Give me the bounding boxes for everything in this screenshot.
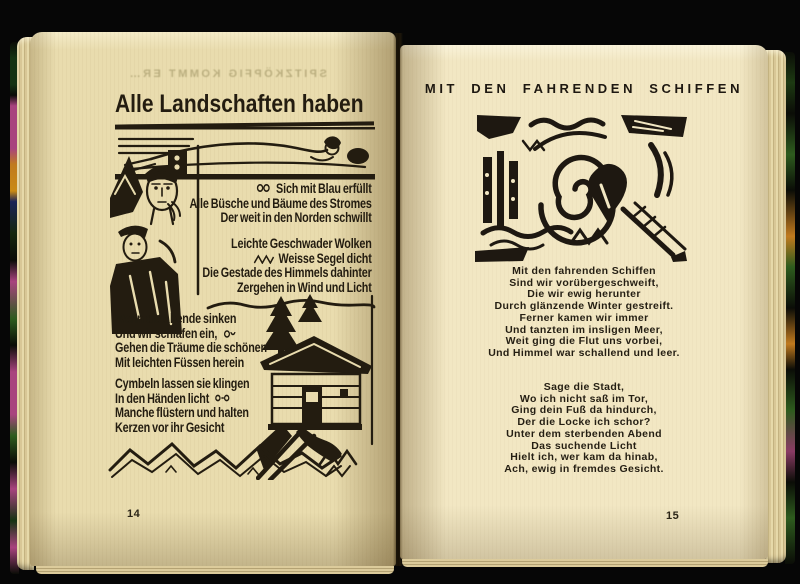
poem-line: Cymbeln lassen sie klingen	[115, 376, 250, 391]
mountain-ridge-woodcut	[108, 436, 343, 482]
poem-block	[115, 377, 250, 435]
stanza-line: Sage die Stadt,	[543, 381, 625, 393]
stanza-line: Die wir ewig herunter	[527, 288, 641, 301]
poem-line: Manche flüstern und halten	[115, 405, 249, 421]
poem-stanza	[400, 382, 768, 476]
poem-line: Mit leichten Füssen herein	[115, 354, 245, 370]
spiral-ornament-icon	[255, 182, 273, 194]
page-stack-bottom-right	[402, 559, 768, 567]
poem-line: Gehen die Träume die schönen	[115, 340, 267, 356]
spiral-ornament-icon	[213, 392, 232, 404]
left-page-title: Alle Landschaften haben	[115, 90, 364, 118]
page-stack-bottom-left	[36, 566, 394, 574]
poem-line	[203, 252, 372, 267]
poem-line	[190, 182, 372, 197]
zigzag-ornament-icon	[254, 254, 275, 264]
right-page-title: MIT DEN FAHRENDEN SCHIFFEN	[424, 81, 744, 96]
expressionist-ship-woodcut	[475, 115, 687, 262]
poem-block	[203, 237, 372, 295]
page-number-right: 15	[666, 510, 680, 522]
poem-stanza	[400, 266, 768, 360]
stanza-line: Unter dem sterbenden Abend	[506, 427, 662, 440]
book-cover-edge-right	[785, 52, 795, 564]
poem-block	[190, 182, 372, 226]
poem-line: Leichte Geschwader Wolken	[231, 236, 372, 251]
poem-line	[115, 392, 250, 407]
poem-line: Wenn die Abende sinken	[115, 311, 237, 326]
stanza-line: Ging dein Fuß da hindurch,	[511, 404, 657, 417]
spiral-ornament-icon	[221, 327, 235, 339]
stanza-line: Ferner kamen wir immer	[519, 311, 649, 324]
show-through-ghost-title: SPITZKÖPFIG KOMMT ER…	[127, 68, 327, 80]
stanza-line: Ach, ewig in fremdes Gesicht.	[504, 462, 664, 475]
left-page	[30, 32, 396, 566]
poem-line: Alle Büsche und Bäume des Stromes	[189, 195, 372, 211]
poem-line	[115, 327, 267, 342]
poem-line-text: Und wir schlafen ein,	[115, 325, 218, 341]
stanza-line: Und tanzten im insligen Meer,	[505, 323, 663, 336]
page-stack-right	[766, 50, 786, 563]
book-gutter	[393, 33, 403, 566]
stanza-line: Sind wir vorübergeschweift,	[509, 276, 659, 289]
poem-line: Kerzen vor ihr Gesicht	[115, 419, 225, 435]
poem-line-text: Sich mit Blau erfüllt	[276, 181, 372, 196]
stanza-line: Hielt ich, wer kam da hinab,	[510, 451, 658, 464]
stanza-line: Wo ich nicht saß im Tor,	[519, 392, 649, 405]
stanza-line: Der die Locke ich schor?	[517, 416, 651, 429]
poem-line: Zergehen in Wind und Licht	[237, 279, 372, 295]
stanza-line: Weit ging die Flut uns vorbei,	[505, 335, 663, 348]
poem-line-text: Weisse Segel dicht	[278, 250, 372, 266]
right-page	[400, 45, 768, 559]
stanza-line: Durch glänzende Winter gestreift.	[494, 300, 674, 313]
page-number-left: 14	[127, 508, 141, 520]
poem-block	[115, 312, 267, 370]
poem-line: Die Gestade des Himmels dahinter	[202, 265, 372, 281]
stanza-line: Und Himmel war schallend und leer.	[488, 346, 680, 359]
poem-line: Der weit in den Norden schwillt	[220, 210, 372, 226]
poem-line-text: In den Händen licht	[115, 390, 210, 406]
two-figures-woodcut	[110, 144, 202, 336]
stanza-line: Das suchende Licht	[531, 439, 637, 452]
stanza-line: Mit den fahrenden Schiffen	[512, 265, 656, 277]
